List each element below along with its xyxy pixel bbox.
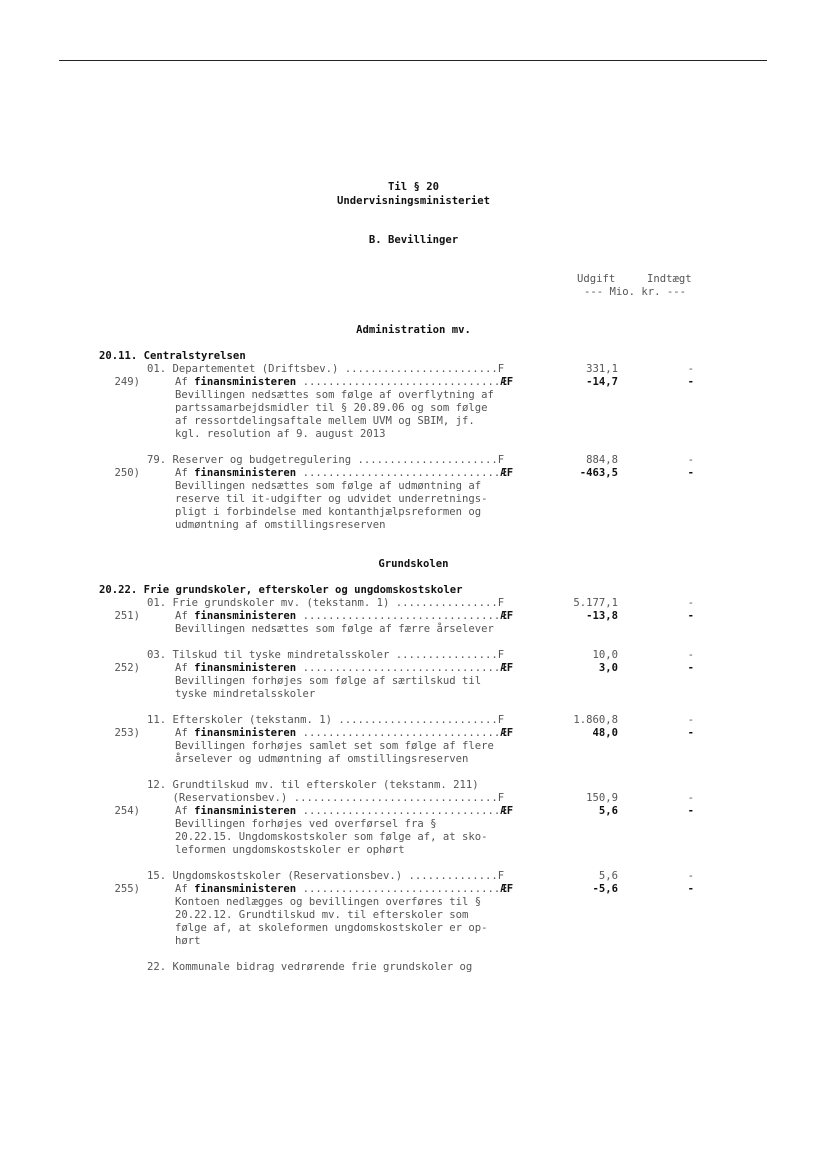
item-text: Bevillingen nedsættes som følge af udmøntning af xyxy=(175,480,482,492)
item-text: pligt i forbindelse med kontanthjælpsreformen og xyxy=(175,506,482,518)
udgift-value: 5,6 xyxy=(598,870,618,882)
note-marker: 249) xyxy=(114,376,140,388)
item-line-pre: 12. Grundtilskud mv. til efterskoler (tekstanm. 211) xyxy=(147,779,479,791)
indtaegt-value: - xyxy=(687,870,694,882)
item-line: 01. Frie grundskoler mv. (tekstanm. 1) ................F xyxy=(147,597,505,609)
af-indtaegt-value: - xyxy=(687,883,694,895)
item-text: udmøntning af omstillingsreserven xyxy=(175,519,386,531)
item-text: Bevillingen nedsættes som følge af overflytning af xyxy=(175,389,494,401)
af-udgift-value: -5,6 xyxy=(592,883,618,895)
item-text: følge af, at skoleformen ungdomskostskoler er op- xyxy=(175,922,488,934)
af-line: Af finansministeren ...............................ÆF xyxy=(175,662,514,674)
item-line: 79. Reserver og budgetregulering ......................F xyxy=(147,454,505,466)
indtaegt-value: - xyxy=(687,714,694,726)
udgift-value: 10,0 xyxy=(592,649,618,661)
item-text: hørt xyxy=(175,935,201,947)
af-line: Af finansministeren ...............................ÆF xyxy=(175,883,514,895)
af-line: Af finansministeren ...............................ÆF xyxy=(175,805,514,817)
af-indtaegt-value: - xyxy=(687,376,694,388)
item-text: kgl. resolution af 9. august 2013 xyxy=(175,428,386,440)
udgift-value: 884,8 xyxy=(586,454,618,466)
section-title: B. Bevillinger xyxy=(368,234,459,246)
udgift-value: 331,1 xyxy=(586,363,618,375)
indtaegt-value: - xyxy=(687,792,694,804)
af-udgift-value: -463,5 xyxy=(579,467,618,479)
item-line: 01. Departementet (Driftsbev.) ........................F xyxy=(147,363,505,375)
column-unit: --- Mio. kr. --- xyxy=(584,286,687,298)
note-marker: 252) xyxy=(114,662,140,674)
note-marker: 250) xyxy=(114,467,140,479)
item-text: Bevillingen nedsættes som følge af færre årselever xyxy=(175,623,494,635)
indtaegt-value: - xyxy=(687,649,694,661)
column-header-indtaegt: Indtægt xyxy=(647,273,692,285)
item-text: Bevillingen forhøjes samlet set som følge af flere xyxy=(175,740,494,752)
udgift-value: 5.177,1 xyxy=(573,597,618,609)
item-text: 20.22.12. Grundtilskud mv. til efterskoler som xyxy=(175,909,469,921)
item-text: årselever og udmøntning af omstillingsreserven xyxy=(175,753,469,765)
af-line: Af finansministeren ...............................ÆF xyxy=(175,727,514,739)
af-indtaegt-value: - xyxy=(687,467,694,479)
af-indtaegt-value: - xyxy=(687,662,694,674)
ministry-title: Undervisningsministeriet xyxy=(336,195,491,207)
group-heading-administration: Administration mv. xyxy=(356,324,471,336)
item-text: Bevillingen forhøjes ved overførsel fra § xyxy=(175,818,437,830)
page-title: Til § 20 xyxy=(387,181,440,193)
item-text: Bevillingen forhøjes som følge af særtilskud til xyxy=(175,675,482,687)
note-marker: 253) xyxy=(114,727,140,739)
item-line: 03. Tilskud til tyske mindretalsskoler ................F xyxy=(147,649,505,661)
item-line: 22. Kommunale bidrag vedrørende frie grundskoler og xyxy=(147,961,473,973)
af-line: Af finansministeren ...............................ÆF xyxy=(175,376,514,388)
af-udgift-value: -13,8 xyxy=(586,610,618,622)
af-indtaegt-value: - xyxy=(687,610,694,622)
item-text: Kontoen nedlægges og bevillingen overføres til § xyxy=(175,896,482,908)
item-text: leformen ungdomskostskoler er ophørt xyxy=(175,844,405,856)
item-text: tyske mindretalsskoler xyxy=(175,688,316,700)
af-line: Af finansministeren ...............................ÆF xyxy=(175,610,514,622)
af-udgift-value: -14,7 xyxy=(586,376,618,388)
item-text: af ressortdelingsaftale mellem UVM og SBIM, jf. xyxy=(175,415,475,427)
item-line: 11. Efterskoler (tekstanm. 1) .........................F xyxy=(147,714,505,726)
group-heading-grundskolen: Grundskolen xyxy=(378,558,449,570)
item-text: 20.22.15. Ungdomskostskoler som følge af, at sko- xyxy=(175,831,488,843)
note-marker: 254) xyxy=(114,805,140,817)
udgift-value: 150,9 xyxy=(586,792,618,804)
item-line: (Reservationsbev.) ................................F xyxy=(147,792,505,804)
af-line: Af finansministeren ...............................ÆF xyxy=(175,467,514,479)
af-udgift-value: 3,0 xyxy=(598,662,618,674)
indtaegt-value: - xyxy=(687,597,694,609)
indtaegt-value: - xyxy=(687,363,694,375)
indtaegt-value: - xyxy=(687,454,694,466)
note-marker: 251) xyxy=(114,610,140,622)
item-text: partssamarbejdsmidler til § 20.89.06 og som følge xyxy=(175,402,488,414)
column-header-udgift: Udgift xyxy=(577,273,616,285)
account-heading: 20.22. Frie grundskoler, efterskoler og ungdomskostskoler xyxy=(99,584,463,596)
af-udgift-value: 5,6 xyxy=(598,805,618,817)
udgift-value: 1.860,8 xyxy=(573,714,618,726)
header-rule xyxy=(59,60,767,61)
note-marker: 255) xyxy=(114,883,140,895)
af-indtaegt-value: - xyxy=(687,805,694,817)
af-udgift-value: 48,0 xyxy=(592,727,618,739)
item-line: 15. Ungdomskostskoler (Reservationsbev.) ..............F xyxy=(147,870,505,882)
account-heading: 20.11. Centralstyrelsen xyxy=(99,350,246,362)
af-indtaegt-value: - xyxy=(687,727,694,739)
item-text: reserve til it-udgifter og udvidet underretnings- xyxy=(175,493,488,505)
